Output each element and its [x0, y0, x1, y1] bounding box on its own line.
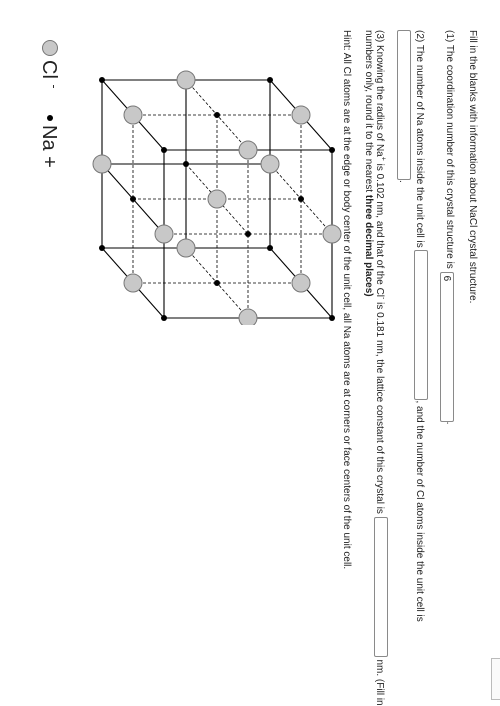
cl-ion: [124, 106, 142, 124]
coordination-number-input[interactable]: 6: [440, 272, 454, 422]
na-ion: [214, 112, 220, 118]
q3-bold: three decimal places): [363, 194, 374, 297]
na-ion: [99, 77, 105, 83]
na-ion: [267, 77, 273, 83]
q3-line2: [362, 30, 374, 297]
q3-sup1: +: [379, 156, 387, 161]
q3-part3: is 0.181 nm, the lattice constant of this crystal is: [374, 299, 385, 514]
cl-ion: [208, 190, 226, 208]
cl-ion: [292, 274, 310, 292]
panel-edge: [491, 658, 500, 700]
na-count-input[interactable]: [414, 250, 428, 400]
cl-ion: [177, 71, 195, 89]
na-ion: [329, 315, 335, 321]
cl-ion: [239, 309, 257, 325]
na-ion: [161, 147, 167, 153]
cl-ion: [177, 239, 195, 257]
cl-ion: [93, 155, 111, 173]
legend-cl: [38, 40, 60, 88]
q1-label: (1) The coordination number of this crystal structure is: [444, 30, 455, 269]
na-ion: [161, 315, 167, 321]
q3-sup2: -: [379, 297, 387, 300]
q3-line2-text: numbers only, round it to the nearest: [363, 30, 374, 193]
na-ion: [298, 196, 304, 202]
na-ion: [130, 196, 136, 202]
q2-label-b: , and the number of Cl atoms inside the unit cell is: [414, 400, 425, 622]
na-ion: [214, 280, 220, 286]
legend-cl-label: Cl: [38, 60, 60, 85]
na-ion: [183, 161, 189, 167]
q2-text: [413, 30, 428, 622]
q3-unit: nm. (Fill in: [374, 659, 385, 706]
q2-line2: [396, 30, 411, 183]
q2-label-a: (2) The number of Na atoms inside the unit cell is: [414, 30, 425, 248]
na-ion: [245, 231, 251, 237]
q3-part2: is 0.102 nm, and that of the Cl: [374, 160, 385, 298]
cl-ion: [155, 225, 173, 243]
na-ion-icon: [47, 115, 53, 121]
cl-ion: [124, 274, 142, 292]
q3-part1: (3) Knowing the radius of Na: [374, 30, 385, 157]
legend-na: [38, 115, 60, 168]
q1-text: [440, 30, 455, 424]
nacl-unit-cell-diagram: [85, 55, 355, 325]
intro-text: Fill in the blanks with information about NaCl crystal structure.: [467, 30, 478, 304]
legend-na-label: Na +: [38, 125, 60, 168]
cl-ion-icon: [42, 40, 58, 56]
cl-ion: [261, 155, 279, 173]
q1-period: .: [444, 421, 455, 425]
cl-ion: [292, 106, 310, 124]
na-ion: [329, 147, 335, 153]
cl-count-input[interactable]: [397, 30, 411, 180]
hint-text: Hint: All Cl atoms are at the edge or body center of the unit cell, all Na atoms are at corners or face centers of the unit cell.: [341, 30, 352, 570]
lattice-constant-input[interactable]: [374, 517, 388, 657]
q3-text: [373, 30, 388, 706]
cl-ion: [239, 141, 257, 159]
cl-ion: [323, 225, 341, 243]
q2-period: .: [397, 180, 408, 183]
na-ion: [99, 245, 105, 251]
na-ion: [267, 245, 273, 251]
legend-cl-sup: -: [47, 84, 62, 89]
